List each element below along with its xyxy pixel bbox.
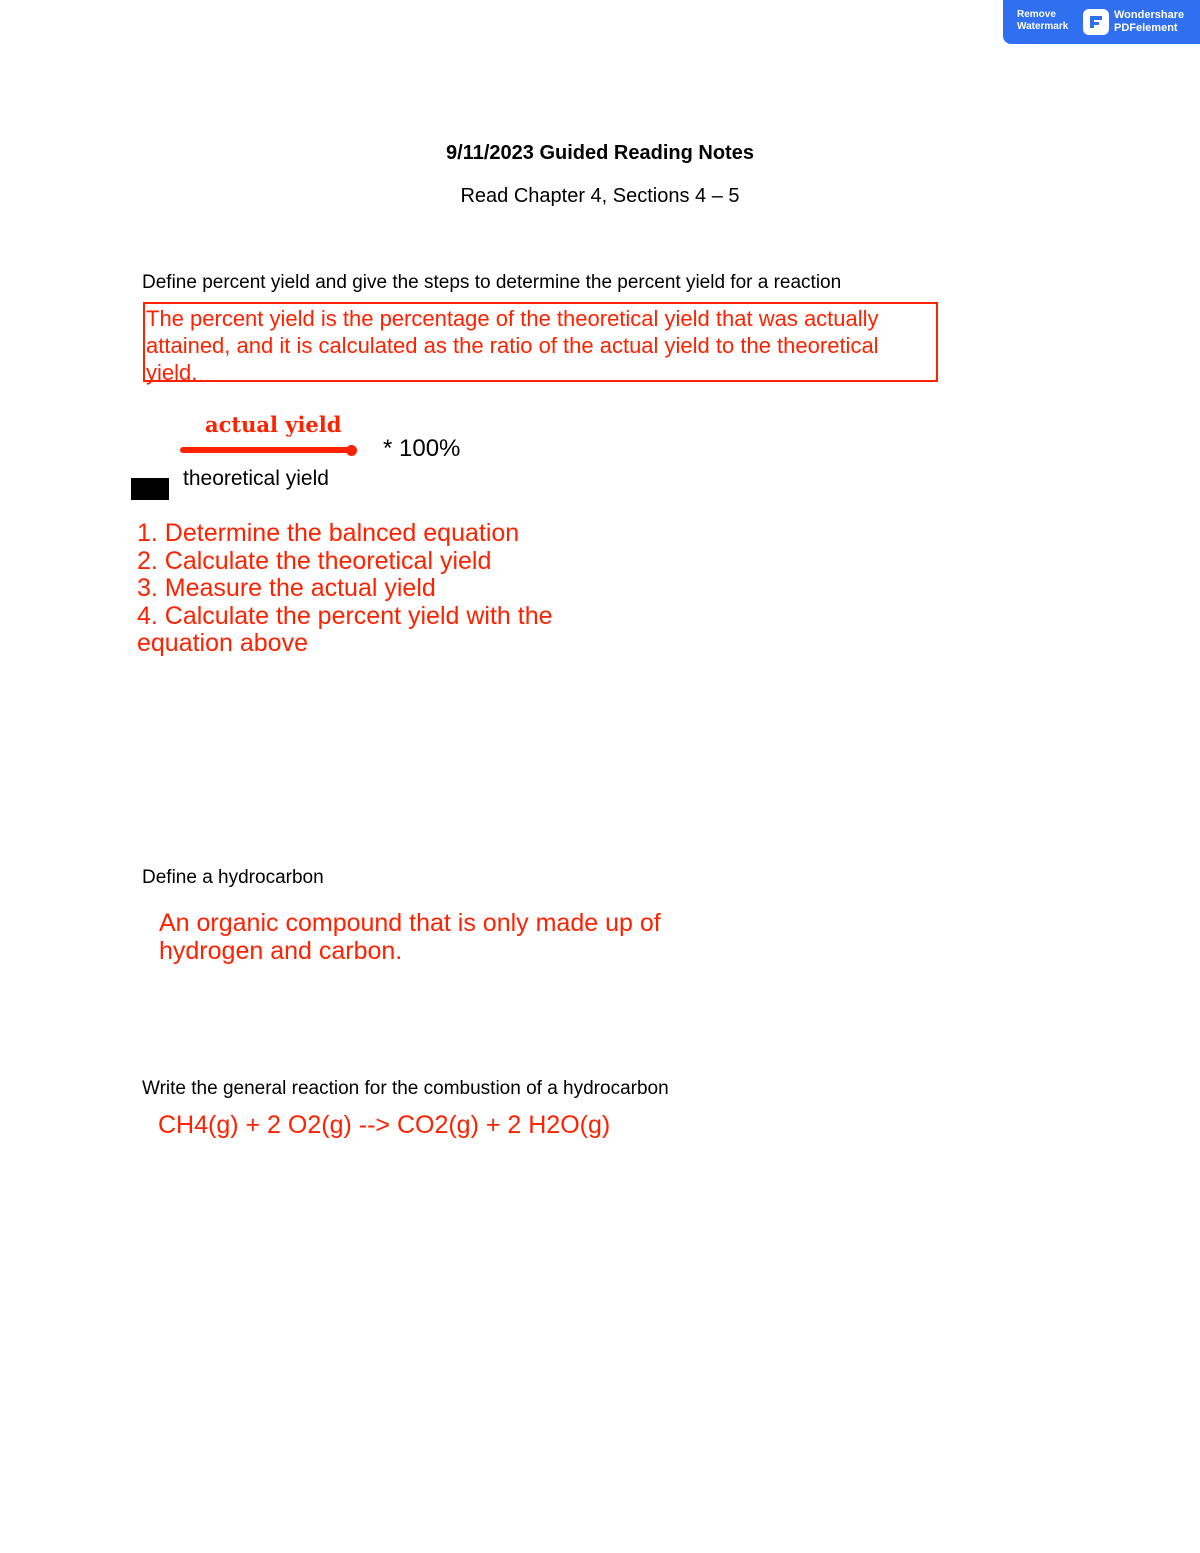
answer-hydrocarbon [159,910,661,965]
fraction-bar [180,447,355,453]
redaction-block [131,478,169,500]
pdfelement-logo-icon [1083,9,1109,35]
page-title: 9/11/2023 Guided Reading Notes [446,142,754,164]
question-hydrocarbon: Define a hydrocarbon [142,867,324,888]
answer-percent-yield: The percent yield is the percentage of the theoretical yield that was actually attained, and it is calculated as the ratio of the actual yield to the theoretical yield. [146,306,879,385]
page-subtitle: Read Chapter 4, Sections 4 – 5 [460,185,740,207]
remove-watermark-badge[interactable] [1003,0,1200,44]
list-item: 1. Determine the balnced equation [137,519,520,547]
answer-hydrocarbon-line2: hydrogen and carbon. [159,936,403,965]
answer-hydrocarbon-line1: An organic compound that is only made up of [159,909,661,937]
remove-watermark-line2: Watermark [1017,21,1069,32]
list-item: 3. Measure the actual yield [137,574,436,602]
question-percent-yield: Define percent yield and give the steps to determine the percent yield for a reaction [142,272,842,293]
question-combustion: Write the general reaction for the combustion of a hydrocarbon [142,1078,669,1099]
brand-name [1114,9,1198,35]
formula-denominator: theoretical yield [183,467,329,490]
list-item: 2. Calculate the theoretical yield [137,546,492,575]
brand-line2: PDFelement [1114,22,1178,34]
brand-line1: Wondershare [1114,9,1185,21]
fraction-bar-end [346,445,357,456]
formula-numerator: actual yield [205,412,342,437]
remove-watermark-label[interactable] [1017,9,1079,33]
answer-combustion: CH4(g) + 2 O2(g) --> CO2(g) + 2 H2O(g) [158,1111,611,1139]
remove-watermark-line1: Remove [1017,9,1056,20]
formula-multiplier: * 100% [383,435,461,462]
steps-list [137,520,553,658]
list-item: 4. Calculate the percent yield with the [137,601,553,630]
list-item: equation above [137,629,308,657]
